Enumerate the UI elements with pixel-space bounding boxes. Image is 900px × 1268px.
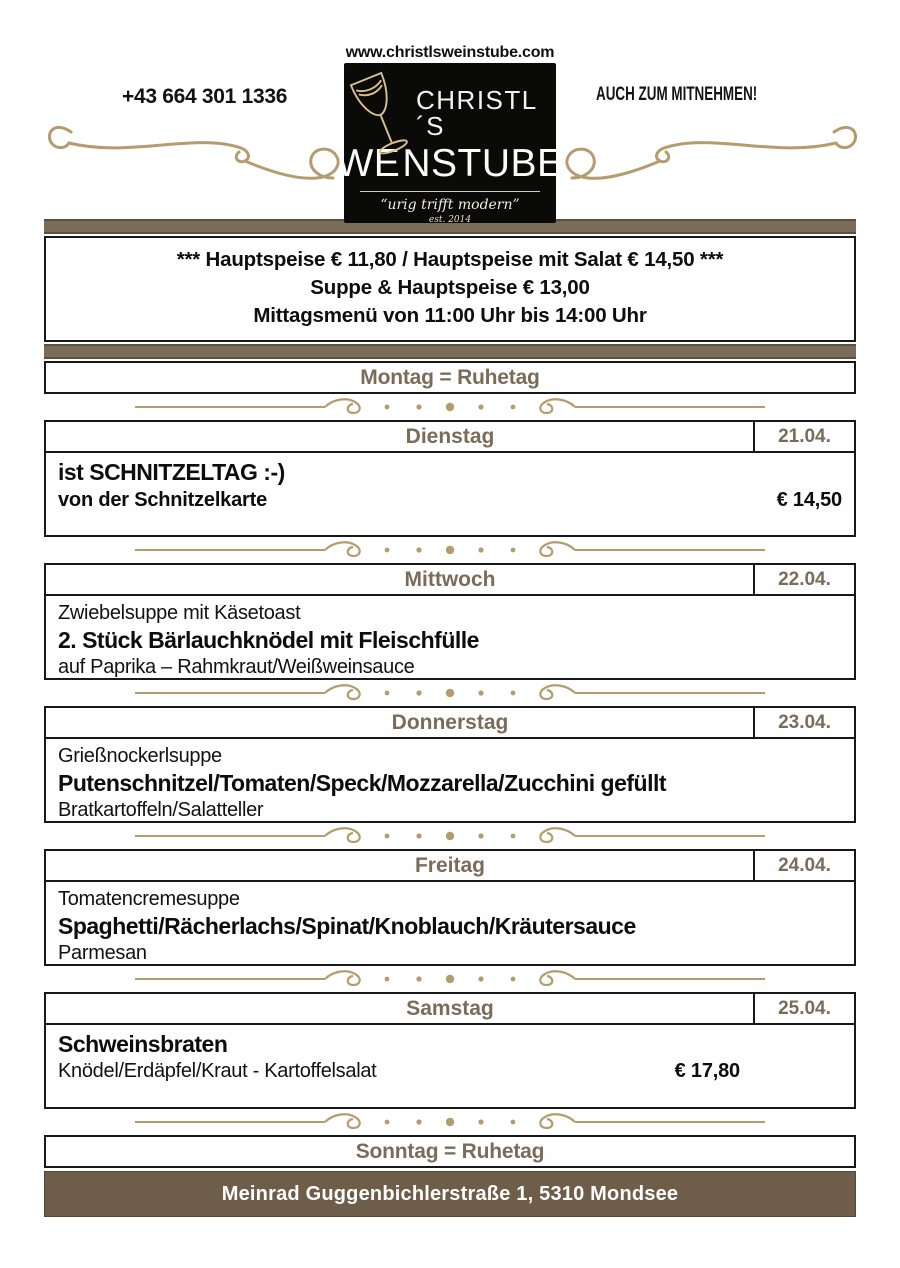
- flourish-right-icon: [558, 120, 860, 208]
- logo-divider-line: [360, 191, 540, 192]
- menu-line-text: Knödel/Erdäpfel/Kraut - Kartoffelsalat: [58, 1060, 377, 1082]
- swirl-dots-divider-icon: [135, 825, 765, 847]
- menu-line: [58, 487, 842, 514]
- monday-closed-label: Montag = Ruhetag: [360, 365, 540, 389]
- logo-tagline: “urig trifft modern”: [380, 197, 520, 213]
- menu-line: [58, 458, 842, 487]
- address-text: Meinrad Guggenbichlerstraße 1, 5310 Mondsee: [221, 1182, 679, 1205]
- day-date: 24.04.: [753, 851, 854, 880]
- section-divider: [135, 1111, 765, 1133]
- sunday-closed-box: [44, 1135, 856, 1168]
- day-date: 21.04.: [753, 422, 854, 451]
- menu-line: [58, 1030, 842, 1059]
- sunday-footer-block: [44, 1135, 856, 1217]
- logo-name-pre: WE: [336, 142, 401, 185]
- menu-line-text: Parmesan: [58, 942, 147, 964]
- menu-line: [58, 655, 842, 680]
- banner-line-3: Mittagsmenü von 11:00 Uhr bis 14:00 Uhr: [253, 304, 647, 327]
- restaurant-logo: [336, 63, 564, 225]
- price: € 17,80: [674, 1060, 740, 1082]
- day-sections: [0, 396, 900, 1133]
- menu-line-text: ist SCHNITZELTAG :-): [58, 459, 285, 485]
- day-header: [46, 565, 854, 596]
- section-divider: [135, 396, 765, 418]
- wine-glass-icon: [346, 71, 420, 171]
- swirl-dots-divider-icon: [135, 1111, 765, 1133]
- day-name: Mittwoch: [404, 568, 496, 591]
- price-info-banner: [44, 236, 856, 342]
- sunday-closed-label: Sonntag = Ruhetag: [355, 1139, 545, 1163]
- section-divider: [135, 968, 765, 990]
- flourish-left-icon: [45, 120, 347, 208]
- section-divider: [135, 539, 765, 561]
- day-header: [46, 994, 854, 1025]
- menu-line-text: Schweinsbraten: [58, 1031, 228, 1057]
- menu-line-text: Spaghetti/Rächerlachs/Spinat/Knoblauch/Kräutersauce: [58, 913, 636, 939]
- section-divider: [135, 825, 765, 847]
- day-box: [44, 992, 856, 1109]
- logo-established: est. 2014: [428, 215, 472, 225]
- menu-line: [58, 941, 842, 966]
- menu-line-text: Tomatencremesuppe: [58, 888, 240, 910]
- section-divider: [135, 682, 765, 704]
- menu-line-text: 2. Stück Bärlauchknödel mit Fleischfülle: [58, 627, 479, 653]
- menu-line-text: Grießnockerlsuppe: [58, 745, 222, 767]
- takeaway-note: AUCH ZUM MITNEHMEN!: [596, 84, 758, 105]
- day-date: 22.04.: [753, 565, 854, 594]
- menu-line-text: Zwiebelsuppe mit Käsetoast: [58, 602, 301, 624]
- menu-line-text: von der Schnitzelkarte: [58, 489, 267, 511]
- menu-line-text: Bratkartoffeln/Salatteller: [58, 799, 264, 821]
- divider-bar-bottom: [44, 344, 856, 359]
- menu-line: [58, 912, 842, 941]
- logo-name-line1: CHRISTL´S: [416, 85, 538, 141]
- swirl-dots-divider-icon: [135, 968, 765, 990]
- day-name: Freitag: [414, 854, 485, 877]
- day-box: [44, 563, 856, 680]
- banner-line-1: *** Hauptspeise € 11,80 / Hauptspeise mit Salat € 14,50 ***: [176, 248, 724, 271]
- menu-line: [58, 769, 842, 798]
- banner-line-2: Suppe & Hauptspeise € 13,00: [310, 276, 590, 299]
- menu-line-text: auf Paprika – Rahmkraut/Weißweinsauce: [58, 656, 415, 678]
- day-body: [46, 596, 854, 678]
- day-name: Samstag: [406, 997, 494, 1020]
- monday-closed-box: [44, 361, 856, 394]
- day-header: [46, 708, 854, 739]
- day-date: 25.04.: [753, 994, 854, 1023]
- day-date: 23.04.: [753, 708, 854, 737]
- day-name: Dienstag: [405, 425, 495, 448]
- day-header: [46, 851, 854, 882]
- header: [0, 0, 900, 225]
- price: € 14,50: [776, 489, 842, 511]
- menu-line: [58, 744, 842, 769]
- menu-line: [58, 626, 842, 655]
- logo-name-post: NSTUBE: [402, 142, 564, 185]
- phone-number: +43 664 301 1336: [122, 85, 288, 108]
- menu-line: [58, 887, 842, 912]
- swirl-dots-divider-icon: [135, 539, 765, 561]
- menu-line: [58, 601, 842, 626]
- day-body: [46, 1025, 854, 1107]
- swirl-dots-divider-icon: [135, 682, 765, 704]
- day-body: [46, 453, 854, 535]
- address-bar: [44, 1171, 856, 1217]
- day-name: Donnerstag: [391, 711, 509, 734]
- day-body: [46, 739, 854, 821]
- swirl-dots-divider-icon: [135, 396, 765, 418]
- day-box: [44, 420, 856, 537]
- day-box: [44, 706, 856, 823]
- website-url: www.christlsweinstube.com: [345, 44, 555, 61]
- day-body: [46, 882, 854, 964]
- day-header: [46, 422, 854, 453]
- menu-line: [58, 1059, 842, 1084]
- menu-line-text: Putenschnitzel/Tomaten/Speck/Mozzarella/Zucchini gefüllt: [58, 770, 667, 796]
- menu-line: [58, 798, 842, 823]
- day-box: [44, 849, 856, 966]
